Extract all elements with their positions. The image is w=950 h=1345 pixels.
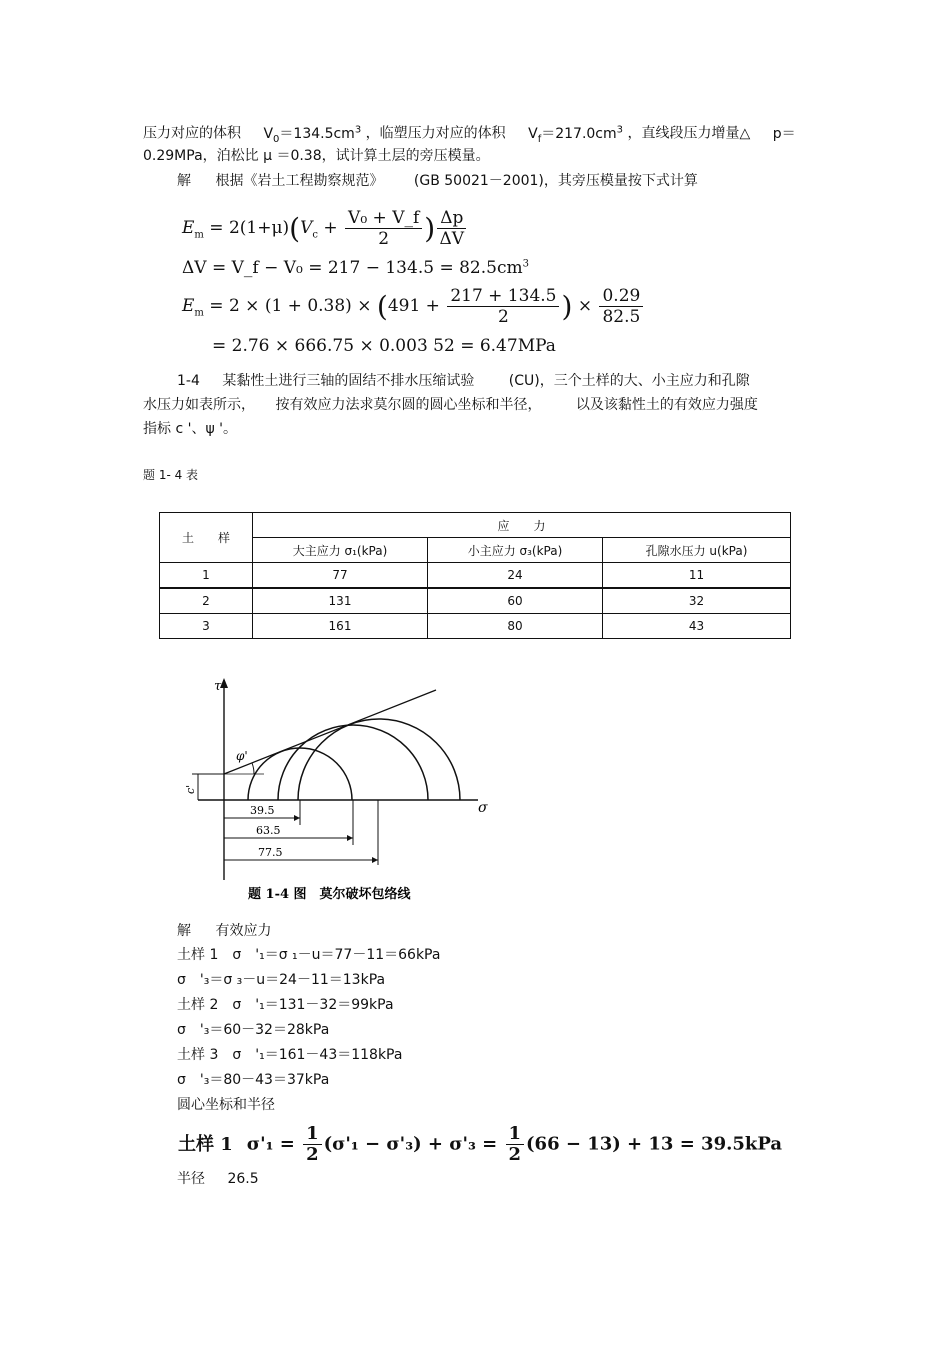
table-cell: 24	[428, 563, 603, 589]
table-row	[160, 563, 791, 589]
table-cell: 32	[603, 588, 791, 614]
text-span: 半径	[177, 1171, 205, 1187]
text-line: 圆心坐标和半径	[177, 1097, 275, 1113]
text-line: 指标 c '、ψ '。	[143, 421, 237, 437]
text-span: 根据《岩土工程勘察规范》	[215, 173, 384, 189]
table-row	[160, 588, 791, 614]
text-span: 按有效应力法求莫尔圆的圆心坐标和半径，	[275, 397, 542, 413]
table-cell: 2	[160, 588, 253, 614]
mohr-circle-2	[278, 725, 428, 800]
table-cell: 11	[603, 563, 791, 589]
figure-caption: 题 1-4 图 莫尔破坏包络线	[248, 887, 411, 902]
text-line: 土样 2 σ '₁＝131－32＝99kPa	[177, 997, 394, 1013]
header-sample: 土 样	[160, 513, 253, 563]
table-cell: 131	[253, 588, 428, 614]
table-cell: 3	[160, 614, 253, 639]
text-line: σ '₃＝σ ₃－u＝24－11＝13kPa	[177, 972, 386, 988]
table-caption: 题 1- 4 表	[143, 468, 199, 482]
phi-label: φ'	[236, 749, 248, 763]
text-span: 解	[177, 923, 191, 939]
dim-arrow-1	[294, 815, 300, 821]
equation-2: ΔV = V_f − $V_0 = 217 - 134.5 = 82.5cm^3$	[182, 258, 529, 278]
text-line: 0.29MPa，泊松比 μ ＝0.38，试计算土层的旁压模量。	[143, 148, 490, 164]
var-v0: $V_0=134.5cm^3$	[263, 124, 362, 145]
text-span: ，直线段压力增量△	[627, 125, 751, 142]
table-cell: 77	[253, 563, 428, 589]
text-span: 26.5	[227, 1171, 259, 1187]
mohr-envelope-figure	[178, 670, 498, 910]
text-span: 1-4	[177, 373, 200, 389]
sigma-label: σ	[478, 800, 488, 816]
text-line: σ '₃＝80－43＝37kPa	[177, 1072, 330, 1088]
equation-3: $E_m = 2 \times (1 + 0.38) \times (491$ + $\frac{217 + 134.5}{2}$ ) × $\frac{0.29}{82.5}$	[182, 286, 645, 327]
table-cell: 43	[603, 614, 791, 639]
text-span: 某黏性土进行三轴的固结不排水压缩试验	[222, 373, 475, 389]
text-line: σ '₃＝60－32＝28kPa	[177, 1022, 330, 1038]
header-sigma3: 小主应力 σ₃(kPa)	[428, 538, 603, 563]
dim-label-2: 63.5	[256, 824, 281, 837]
equation-1: $E_m = 2(1+\mu)(V_c$ + $\frac{\text{V₀ + V\_f}}{2}$ ) $\frac{\Delta p}{\Delta V}$	[182, 208, 468, 249]
table-cell: 80	[428, 614, 603, 639]
header-sigma1: 大主应力 σ₁(kPa)	[253, 538, 428, 563]
text-span: 解	[177, 173, 191, 189]
phi-arc	[252, 763, 254, 774]
var-vf: $V_f=217.0cm^3$	[528, 124, 624, 145]
table-cell: 60	[428, 588, 603, 614]
text-span: (CU)，三个土样的大、小主应力和孔隙	[508, 373, 750, 389]
dim-arrow-2	[347, 835, 353, 841]
failure-envelope-line	[224, 690, 436, 774]
c-label: c'	[184, 784, 197, 794]
text-line	[143, 121, 796, 148]
header-stress: 应 力	[253, 513, 791, 538]
text-span: (GB 50021－2001)，其旁压模量按下式计算	[413, 173, 698, 189]
table-row	[160, 614, 791, 639]
equation-center: 土样 1 σ'₁ = $\frac{1}{2}$ (σ'₁ − σ'₃) + σ'₃ = $\frac{1}{2}$ (66 − 13) + 13 = 39.5kPa	[178, 1123, 783, 1165]
text-span: p＝	[772, 125, 796, 142]
text-line: 土样 1 σ '₁＝σ ₁－u＝77－11＝66kPa	[177, 947, 441, 963]
text-span: 压力对应的体积	[143, 125, 241, 142]
text-span: 以及该黏性土的有效应力强度	[575, 397, 758, 413]
text-line: 土样 3 σ '₁＝161－43＝118kPa	[177, 1047, 403, 1063]
text-line	[177, 922, 271, 940]
equation-4: = 2.76 × 666.75 × 0.003 52 = 6.47MPa	[212, 336, 556, 356]
stress-table	[159, 512, 791, 639]
dim-label-1: 39.5	[250, 804, 275, 817]
text-span: 有效应力	[215, 923, 272, 939]
text-line	[177, 172, 698, 190]
tau-label: τ	[214, 679, 222, 694]
text-line	[177, 372, 750, 390]
dim-label-3: 77.5	[258, 846, 283, 859]
text-line	[143, 396, 758, 414]
text-span: 水压力如表所示，	[143, 397, 255, 413]
dim-arrow-3	[372, 857, 378, 863]
text-line	[177, 1170, 259, 1188]
text-span: ，临塑压力对应的体积	[365, 125, 506, 142]
table-cell: 1	[160, 563, 253, 589]
table-cell: 161	[253, 614, 428, 639]
header-pore-pressure: 孔隙水压力 u(kPa)	[603, 538, 791, 563]
